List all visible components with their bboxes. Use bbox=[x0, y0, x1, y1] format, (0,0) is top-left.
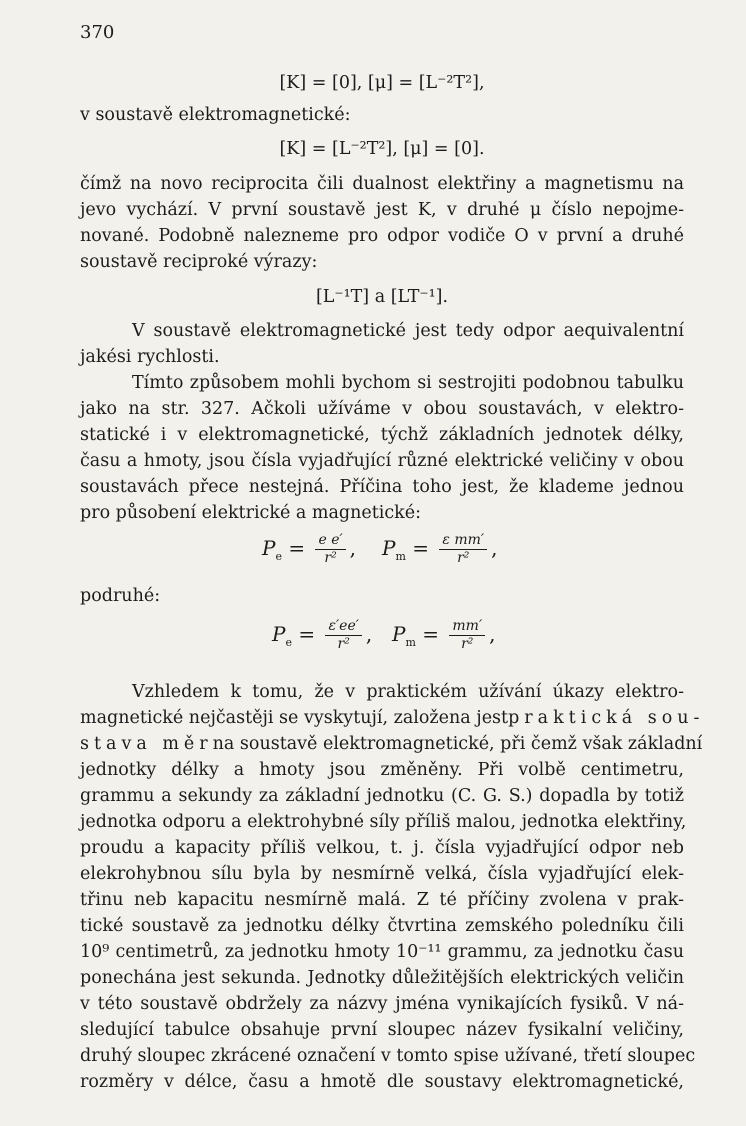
text-line: ponechána jest sekunda. Jednotky důležitějších elektrických veličin bbox=[80, 968, 684, 988]
text-line: statické i v elektromagnetické, týchž základních jednotek délky, bbox=[80, 425, 684, 445]
text-line: jednotka odporu a elektrohybné síly příliš malou, jednotka elektřiny, bbox=[80, 812, 687, 832]
text-line: nované. Podobně nalezneme pro odpor vodiče O v první a druhé bbox=[80, 226, 684, 246]
text-line: soustavách přece nestejná. Příčina toho jest, že klademe jednou bbox=[80, 477, 684, 497]
text-line: Vzhledem k tomu, že v praktickém užívání úkazy elektro- bbox=[132, 682, 684, 702]
formula-resistance-dimensions: [L⁻¹T] a [LT⁻¹]. bbox=[315, 287, 449, 307]
text-line: elekrohybnou sílu byla by nesmírně velká, čísla vyjadřující elek- bbox=[80, 864, 684, 884]
emphasized-term: stava měr bbox=[80, 734, 213, 754]
text-line: 10⁹ centimetrů, za jednotku hmoty 10⁻¹¹ grammu, za jednotku času bbox=[80, 942, 684, 962]
text-line: druhý sloupec zkrácené označení v tomto spise užívané, třetí sloupec bbox=[80, 1046, 696, 1066]
formula-electromagnetic-dimensions: [K] = [L⁻²T²], [μ] = [0]. bbox=[279, 139, 485, 159]
formula-coulomb-magnetic: $P_m$ = $\frac{\text{ε mm′}}{\text{r²}}$ , bbox=[382, 532, 498, 566]
text-line: pro působení elektrické a magnetické: bbox=[80, 503, 422, 523]
text-line: stava měr na soustavě elektromagnetické, při čemž však základní bbox=[80, 731, 684, 757]
text-line: V soustavě elektromagnetické jest tedy odpor aequivalentní bbox=[132, 321, 684, 341]
text-line: jevo vychází. V první soustavě jest K, v druhé μ číslo nepojme- bbox=[80, 200, 684, 220]
text-line: čímž na novo reciprocita čili dualnost elektřiny a magnetismu na bbox=[80, 174, 684, 194]
text-line: jako na str. 327. Ačkoli užíváme v obou soustavách, v elektro- bbox=[80, 399, 684, 419]
formula-coulomb-electric-alt: $P_e$ = $\frac{\varepsilon'ee'}{\text{r²}}$ , bbox=[272, 618, 373, 652]
text-line: času a hmoty, jsou čísla vyjadřující různé elektrické veličiny v obou bbox=[80, 451, 684, 471]
text-line: jednotky délky a hmoty jsou změněny. Při volbě centimetru, bbox=[80, 760, 684, 780]
text-line: tické soustavě za jednotku délky čtvrtina zemského poledníku čili bbox=[80, 916, 684, 936]
formula-electrostatic-dimensions: [K] = [0], [μ] = [L⁻²T²], bbox=[279, 73, 485, 93]
text-line: v soustavě elektromagnetické: bbox=[80, 105, 351, 125]
text-line: podruhé: bbox=[80, 586, 161, 606]
text-line: sledující tabulce obsahuje první sloupec název fysikalní veličiny, bbox=[80, 1020, 684, 1040]
formula-coulomb-magnetic-alt: $P_m$ = $\frac{mm'}{\text{r²}}$ , bbox=[392, 618, 496, 652]
text-line: Tímto způsobem mohli bychom si sestrojiti podobnou tabulku bbox=[132, 373, 684, 393]
text-line: grammu a sekundy za základní jednotku (C. G. S.) dopadla by totiž bbox=[80, 786, 684, 806]
text-line: jakési rychlosti. bbox=[80, 347, 220, 367]
text-line: proudu a kapacity příliš velkou, t. j. čísla vyjadřující odpor neb bbox=[80, 838, 684, 858]
text-line: magnetické nejčastěji se vyskytují, založena jest praktická sou- bbox=[80, 705, 684, 731]
formula-coulomb-electric: $P_e$ = $\frac{\text{e e′}}{\text{r²}}$ , bbox=[262, 532, 357, 566]
text-line: v této soustavě obdržely za názvy jména vynikajících fysiků. V ná- bbox=[80, 994, 684, 1014]
text-line: soustavě reciproké výrazy: bbox=[80, 252, 318, 272]
text-line: rozměry v délce, času a hmotě dle soustavy elektromagnetické, bbox=[80, 1072, 684, 1092]
page-number: 370 bbox=[80, 22, 115, 43]
text-line: třinu neb kapacitu nesmírně malá. Z té příčiny zvolena v prak- bbox=[80, 890, 684, 910]
emphasized-term: praktická sou- bbox=[508, 708, 705, 728]
